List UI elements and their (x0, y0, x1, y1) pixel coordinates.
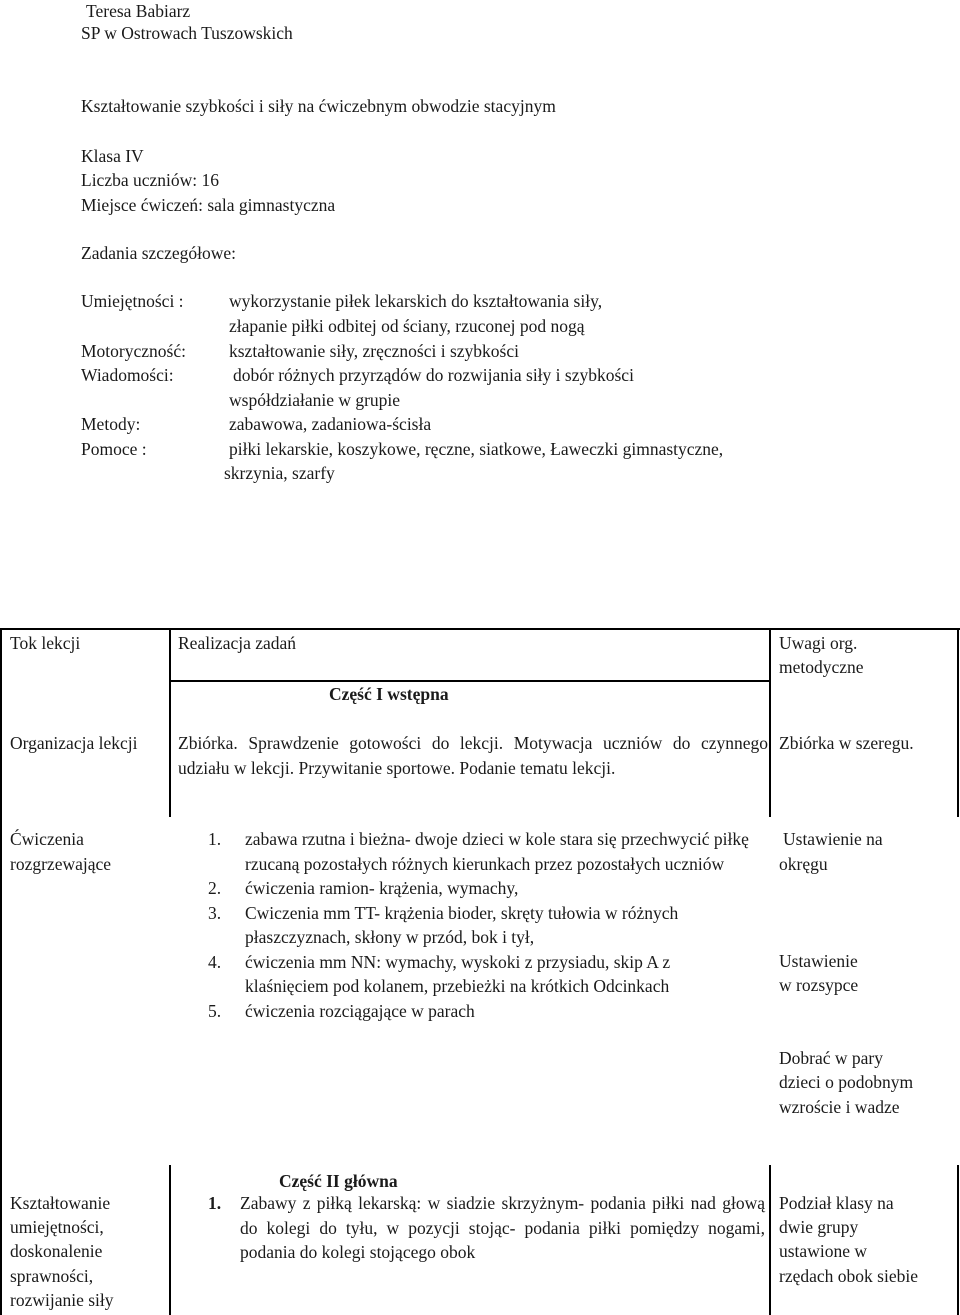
warmup-note-3b: dzieci o podobnym (779, 1072, 914, 1092)
main-label-1: Kształtowanie (10, 1193, 111, 1213)
main-note-1: Podział klasy na (779, 1193, 894, 1213)
aids-text-1: piłki lekarskie, koszykowe, ręczne, siatkowe, Ławeczki gimnastyczne, (229, 439, 724, 459)
main-note-4: rzędach obok siebie (779, 1266, 918, 1286)
list-item: 4. ćwiczenia mm NN: wymachy, wyskoki z przysiadu, skip A z klaśnięciem pod kolanem, przebieżki na krótkich Odcinkach (208, 951, 671, 996)
header-uwagi-1: Uwagi org. (779, 633, 858, 653)
main-item-num: 1. (208, 1193, 222, 1213)
warmup-note-1b: okręgu (779, 854, 828, 874)
main-note-2: dwie grupy (779, 1217, 859, 1237)
main-label-2: umiejętności, (10, 1217, 104, 1237)
warmup-note-3a: Dobrać w pary (779, 1048, 883, 1068)
warmup-note-2a: Ustawienie (779, 951, 858, 971)
table-col-divider-2b (169, 1165, 171, 1315)
org-note: Zbiórka w szeregu. (779, 733, 914, 753)
main-note-3: ustawione w (779, 1241, 867, 1261)
warmup-note-3c: wzroście i wadze (779, 1097, 900, 1117)
part-1-title: Część I wstępna (329, 684, 449, 704)
header-tok-lekcji: Tok lekcji (10, 633, 81, 653)
methods-text: zabawowa, zadaniowa-ścisła (229, 414, 432, 434)
warmup-label-1: Ćwiczenia (10, 829, 84, 849)
list-item: 1. zabawa rzutna i bieżna- dwoje dzieci w kole stara się przechwycić piłkę rzucaną pozostałych różnych kierunkach przez pozostałych uczniów (208, 829, 749, 874)
tasks-heading: Zadania szczegółowe: (81, 243, 236, 263)
main-label-4: sprawności, (10, 1266, 94, 1286)
table-right-border-b (957, 1165, 959, 1315)
aids-label: Pomoce : (81, 439, 147, 459)
knowledge-text-1: dobór różnych przyrządów do rozwijania siły i szybkości (233, 365, 634, 385)
knowledge-label: Wiadomości: (81, 365, 174, 385)
list-item: 3. Cwiczenia mm TT- krążenia bioder, skręty tułowia w różnych płaszczyznach, skłony w przód, bok i tył, (208, 902, 679, 947)
methods-label: Metody: (81, 414, 141, 434)
skills-label: Umiejętności : (81, 291, 184, 311)
list-item: 2. ćwiczenia ramion- krążenia, wymachy, (208, 878, 519, 898)
motor-text: kształtowanie siły, zręczności i szybkości (229, 341, 519, 361)
part-2-title: Część II główna (279, 1171, 398, 1191)
knowledge-text-2: współdziałanie w grupie (229, 390, 401, 410)
skills-text-2: złapanie piłki odbitej od ściany, rzuconej pod nogą (229, 316, 585, 336)
table-col-divider-3 (769, 628, 771, 817)
warmup-note-2b: w rozsypce (779, 975, 859, 995)
table-top-border (0, 628, 960, 630)
org-label: Organizacja lekcji (10, 733, 138, 753)
skills-text-1: wykorzystanie piłek lekarskich do kształtowania siły, (229, 291, 603, 311)
lesson-topic: Kształtowanie szybkości i siły na ćwiczebnym obwodzie stacyjnym (81, 96, 556, 116)
aids-text-2: skrzynia, szarfy (224, 463, 335, 483)
main-label-3: doskonalenie (10, 1241, 103, 1261)
place-info: Miejsce ćwiczeń: sala gimnastyczna (81, 195, 336, 215)
main-item-text: Zabawy z piłką lekarską: w siadzie skrzyżnym- podania piłki nad głową do kolegi do tyłu, w pozycji stojąc- podania piłki pomiędzy nogami, podania do kolegi stojącego obok (240, 1193, 765, 1262)
table-col-divider-3b (769, 1165, 771, 1315)
class-info: Klasa IV (81, 146, 144, 166)
list-item: 5. ćwiczenia rozciągające w parach (208, 1000, 475, 1021)
table-right-border (957, 628, 959, 817)
school-name: SP w Ostrowach Tuszowskich (81, 23, 293, 43)
table-col-divider-1 (0, 628, 2, 1315)
main-label-5: rozwijanie siły (10, 1290, 114, 1310)
students-count: Liczba uczniów: 16 (81, 170, 220, 190)
warmup-note-1a: Ustawienie na (783, 829, 883, 849)
author-name: Teresa Babiarz (86, 1, 191, 21)
table-subheader-border (169, 680, 771, 682)
motor-label: Motoryczność: (81, 341, 186, 361)
warmup-label-2: rozgrzewające (10, 854, 112, 874)
table-col-divider-2 (169, 628, 171, 817)
header-uwagi-2: metodyczne (779, 657, 864, 677)
org-text: Zbiórka. Sprawdzenie gotowości do lekcji. Motywacja uczniów do czynnego udziału w lekcji. Przywitanie sportowe. Podanie tematu lekcji. (178, 733, 768, 778)
warmup-list (208, 827, 763, 1023)
header-realizacja: Realizacja zadań (178, 633, 297, 653)
